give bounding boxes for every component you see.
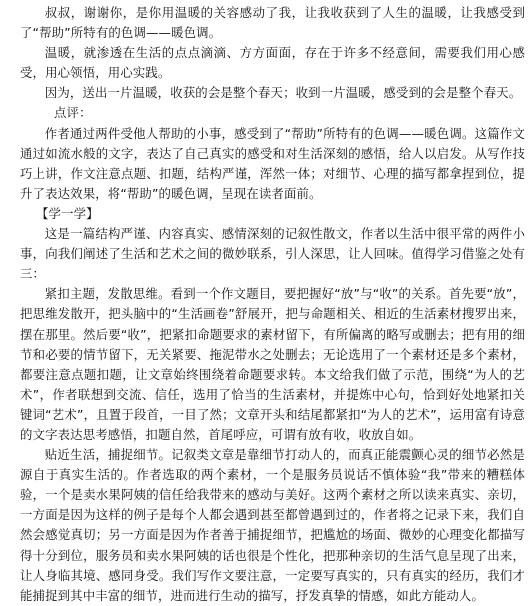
section-heading: 【学一学】 <box>36 205 99 221</box>
paragraph-thanks: 叔叔，谢谢你，是你用温暖的关容感动了我，让我收获到了人生的温暖，让我感受到了“帮助”所特有的色调——暖色调。 <box>20 5 525 41</box>
paragraph-comment: 作者通过两件受他人帮助的小事，感受到了“帮助”所特有的色调——暖色调。这篇作文通过如流水般的文字，表达了自己真实的感受和对生活深刻的感悟，给人以启发。从写作技巧上讲，作文注意点题、扣题，结构严谨，浑然一体；对细节、心理的描写都拿捏到位，提升了表达效果，将“帮助”的暖色调，呈现在读者面前。 <box>20 125 525 201</box>
paragraph-intro: 这是一篇结构严谨、内容真实、感情深刻的记叙性散文，作者以生活中很平常的两件小事，向我们阐述了生活和艺术之间的微妙联系，引人深思，让人回味。值得学习借鉴之处有三： <box>20 226 525 282</box>
paragraph-point-one: 紧扣主题，发散思维。看到一个作文题目，要把握好“放”与“收”的关系。首先要“放”，把思维发散开，把头脑中的“生活画卷”舒展开，把与命题相关、相近的生活素材搜罗出来，摆在那里。然后要“收”，把紧扣命题要求的素材留下，有所偏离的略写或删去；把有用的细节和必要的情节留下，无关紧要、拖泥带水之处删去；无论选用了一个素材还是多个素材，都要注意点题扣题，让文章始终围绕着命题要求转。本文给我们做了示范，围绕“为人的艺术”，作者联想到交流、信任，选用了恰当的生活素材，并提炼中心句，恰到好处地紧扣关键词“艺术”，且置于段首，一目了然；文章开头和结尾都紧扣“为人的艺术”，运用富有诗意的文字表达思考感悟，扣题自然，首尾呼应，可谓有放有收，收放自如。 <box>20 286 525 442</box>
paragraph-spring: 因为，送出一片温暖，收获的会是整个春天；收到一片温暖，感受到的会是整个春天。 <box>44 85 522 101</box>
paragraph-point-two: 贴近生活，捕捉细节。记叙类文章是靠细节打动人的，而真正能震颤心灵的细节必然是源自于真实生活的。作者选取的两个素材，一个是服务员说话不慎体验“我”带来的糟糕体验，一个是卖水果阿姨的信任给我带来的感动与美好。这两个素材之所以读来真实、亲切，一方面是因为这样的例子是每个人都会遇到甚至都曾遇到过的，作者将之记录下来，我们自然会感觉真切；另一方面是因为作者善于捕捉细节，把尴尬的场面、微妙的心理变化都描写得十分到位，服务员和卖水果阿姨的话也很是个性化，把那种亲切的生活气息呈现了出来，让人身临其境、感同身受。我们写作文要注意，一定要写真实的，只有真实的经历，我们才能捕捉到其中丰富的细节，进而进行生动的描写，抒发真挚的情感，如此方能动人。 <box>20 447 525 603</box>
paragraph-warmth: 温暖，就渗透在生活的点点滴滴、方方面面，存在于许多不经意间，需要我们用心感受，用心领悟，用心实践。 <box>20 45 525 81</box>
comment-label: 点评： <box>54 105 92 121</box>
